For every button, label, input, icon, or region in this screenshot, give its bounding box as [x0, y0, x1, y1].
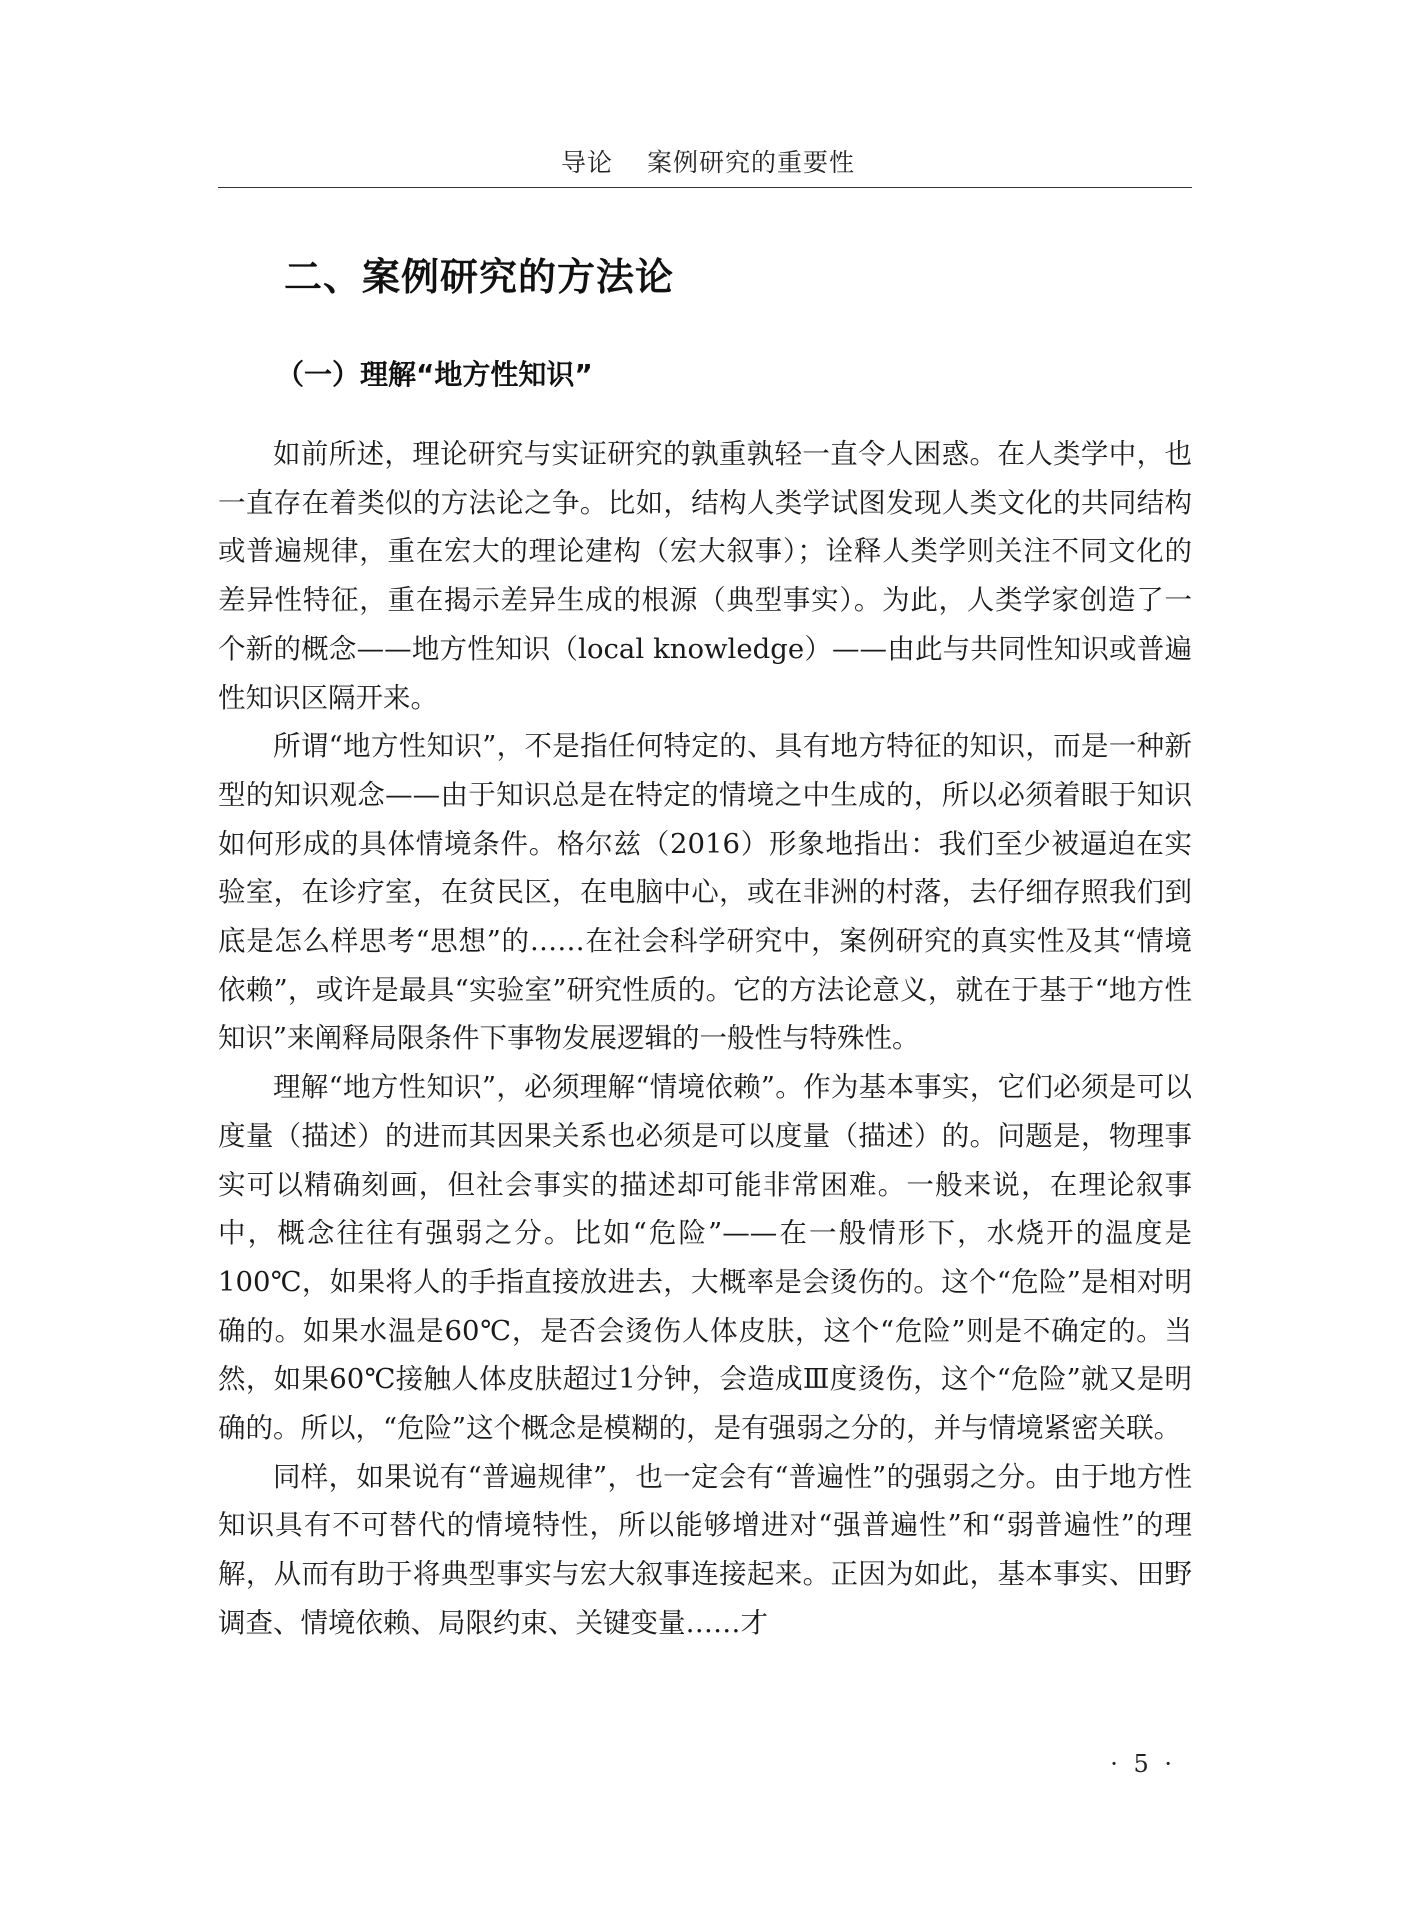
section-title: 二、案例研究的方法论 — [284, 255, 675, 299]
page-number: · 5 · — [1110, 1750, 1176, 1778]
running-header — [0, 143, 1416, 179]
paragraph-2: 所谓“地方性知识”，不是指任何特定的、具有地方特征的知识，而是一种新型的知识观念——由于知识总是在特定的情境之中生成的，所以必须着眼于知识如何形成的具体情境条件。格尔兹（2016）形象地指出：我们至少被逼迫在实验室，在诊疗室，在贫民区，在电脑中心，或在非洲的村落，去仔细存照我们到底是怎么样思考“思想”的……在社会科学研究中，案例研究的真实性及其“情境依赖”，或许是最具“实验室”研究性质的。它的方法论意义，就在于基于“地方性知识”来阐释局限条件下事物发展逻辑的一般性与特殊性。 — [218, 730, 1192, 1055]
paragraph-4: 同样，如果说有“普遍规律”，也一定会有“普遍性”的强弱之分。由于地方性知识具有不可替代的情境特性，所以能够增进对“强普遍性”和“弱普遍性”的理解，从而有助于将典型事实与宏大叙事连接起来。正因为如此，基本事实、田野调查、情境依赖、局限约束、关键变量……才 — [218, 1460, 1192, 1639]
header-chapter: 导论 — [560, 148, 613, 177]
paragraph-3: 理解“地方性知识”，必须理解“情境依赖”。作为基本事实，它们必须是可以度量（描述）的进而其因果关系也必须是可以度量（描述）的。问题是，物理事实可以精确刻画，但社会事实的描述却可能非常困难。一般来说，在理论叙事中，概念往往有强弱之分。比如“危险”——在一般情形下，水烧开的温度是100℃，如果将人的手指直接放进去，大概率是会烫伤的。这个“危险”是相对明确的。如果水温是60℃，是否会烫伤人体皮肤，这个“危险”则是不确定的。当然，如果60℃接触人体皮肤超过1分钟，会造成Ⅲ度烫伤，这个“危险”就又是明确的。所以，“危险”这个概念是模糊的，是有强弱之分的，并与情境紧密关联。 — [218, 1071, 1192, 1445]
header-rule — [218, 187, 1192, 188]
paragraph-1: 如前所述，理论研究与实证研究的孰重孰轻一直令人困惑。在人类学中，也一直存在着类似的方法论之争。比如，结构人类学试图发现人类文化的共同结构或普遍规律，重在宏大的理论建构（宏大叙事）；诠释人类学则关注不同文化的差异性特征，重在揭示差异生成的根源（典型事实）。为此，人类学家创造了一个新的概念——地方性知识（local knowledge）——由此与共同性知识或普遍性知识区隔开来。 — [218, 438, 1192, 714]
subsection-title: （一）理解“地方性知识” — [276, 358, 593, 391]
body-text — [218, 430, 1192, 1648]
header-title: 案例研究的重要性 — [647, 148, 856, 177]
page-content — [218, 240, 1192, 1648]
